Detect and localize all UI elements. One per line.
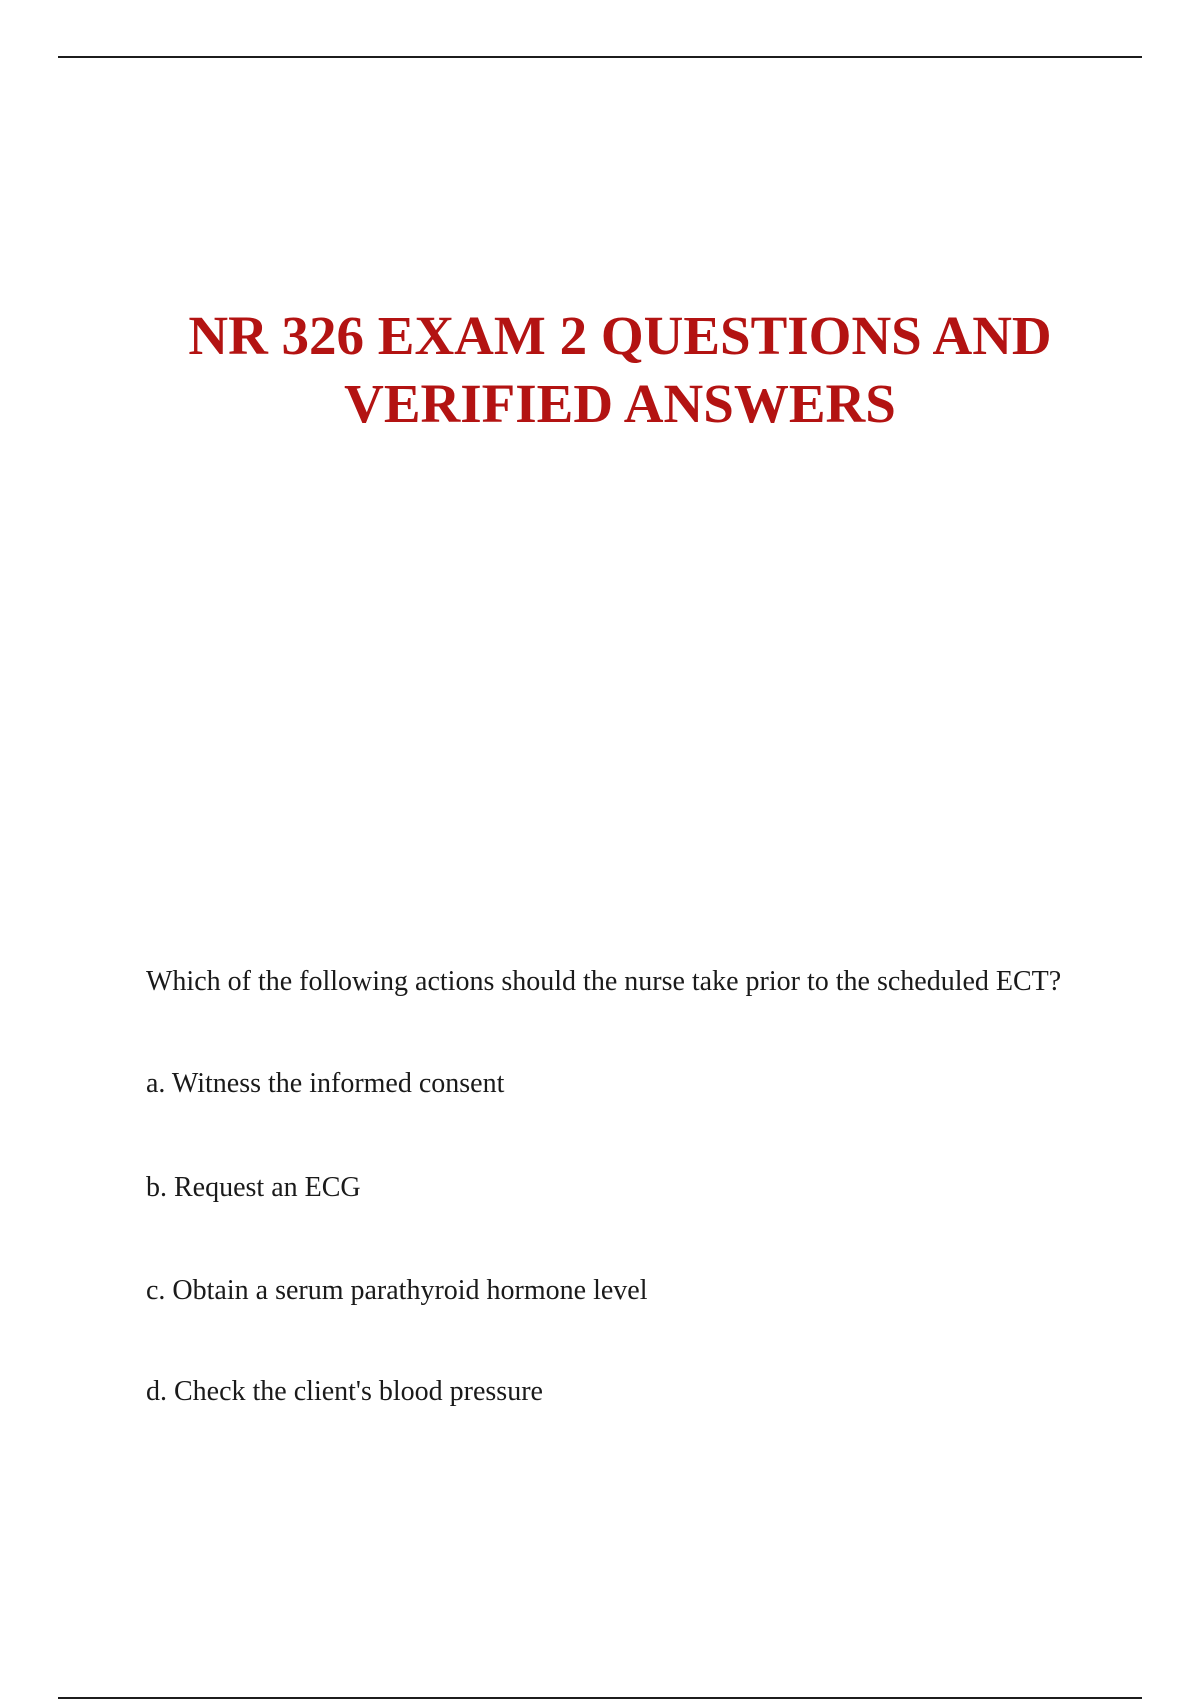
question-text: Which of the following actions should the nurse take prior to the scheduled ECT? <box>146 966 1062 997</box>
document-title-line-2: VERIFIED ANSWERS <box>344 373 896 434</box>
document-title <box>100 302 1140 438</box>
answer-option-d: d. Check the client's blood pressure <box>146 1376 543 1407</box>
document-title-line-1: NR 326 EXAM 2 QUESTIONS AND <box>188 305 1052 366</box>
answer-option-c: c. Obtain a serum parathyroid hormone level <box>146 1275 648 1306</box>
answer-option-a: a. Witness the informed consent <box>146 1068 505 1099</box>
answer-option-b: b. Request an ECG <box>146 1172 361 1203</box>
bottom-divider <box>58 1697 1142 1699</box>
top-divider <box>58 56 1142 58</box>
